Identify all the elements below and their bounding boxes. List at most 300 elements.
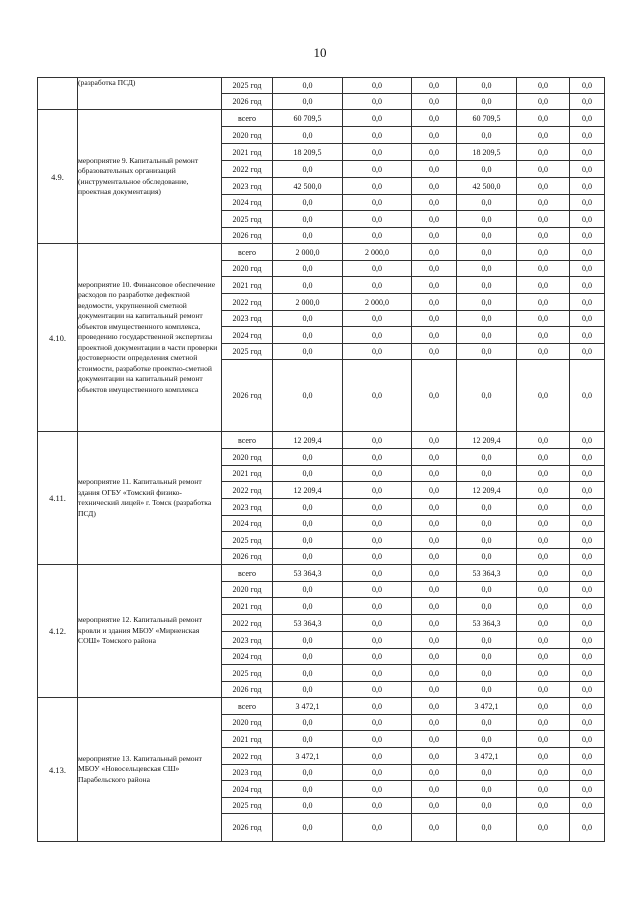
value-cell: 0,0 — [457, 731, 517, 748]
value-cell: 0,0 — [570, 814, 605, 842]
year-cell: 2024 год — [222, 516, 273, 532]
value-cell: 0,0 — [570, 244, 605, 261]
value-cell: 0,0 — [570, 360, 605, 432]
value-cell: 0,0 — [273, 211, 343, 228]
year-cell: 2025 год — [222, 78, 273, 94]
value-cell: 0,0 — [273, 682, 343, 698]
value-cell: 0,0 — [273, 311, 343, 327]
value-cell: 0,0 — [457, 549, 517, 565]
value-cell: 0,0 — [517, 499, 570, 516]
year-cell: всего — [222, 244, 273, 261]
value-cell: 0,0 — [517, 449, 570, 466]
value-cell: 0,0 — [457, 582, 517, 598]
year-cell: 2021 год — [222, 144, 273, 161]
year-cell: 2026 год — [222, 228, 273, 244]
value-cell: 0,0 — [412, 327, 457, 344]
value-cell: 0,0 — [273, 449, 343, 466]
year-cell: 2023 год — [222, 311, 273, 327]
value-cell: 0,0 — [517, 781, 570, 798]
year-cell: 2021 год — [222, 598, 273, 615]
year-cell: 2026 год — [222, 682, 273, 698]
table-row — [38, 110, 605, 127]
value-cell: 0,0 — [457, 94, 517, 110]
value-cell: 0,0 — [457, 466, 517, 482]
value-cell: 0,0 — [517, 195, 570, 211]
value-cell: 2 000,0 — [273, 244, 343, 261]
value-cell: 3 472,1 — [273, 748, 343, 765]
table-row — [38, 698, 605, 715]
value-cell: 0,0 — [343, 582, 412, 598]
value-cell: 0,0 — [343, 532, 412, 549]
value-cell: 0,0 — [457, 294, 517, 311]
year-cell: 2021 год — [222, 466, 273, 482]
value-cell: 0,0 — [517, 360, 570, 432]
value-cell: 0,0 — [343, 466, 412, 482]
year-cell: 2025 год — [222, 665, 273, 682]
value-cell: 0,0 — [517, 211, 570, 228]
value-cell: 0,0 — [457, 765, 517, 781]
item-description: мероприятие 9. Капитальный ремонт образовательных организаций (инструментальное обследование, проектная документация) — [78, 110, 222, 244]
value-cell: 0,0 — [412, 765, 457, 781]
value-cell: 0,0 — [343, 549, 412, 565]
value-cell: 0,0 — [273, 765, 343, 781]
value-cell: 0,0 — [517, 178, 570, 195]
item-number: 4.13. — [38, 698, 78, 842]
value-cell: 0,0 — [570, 161, 605, 178]
value-cell: 0,0 — [517, 565, 570, 582]
value-cell: 0,0 — [273, 78, 343, 94]
value-cell: 0,0 — [457, 516, 517, 532]
value-cell: 0,0 — [273, 715, 343, 731]
value-cell: 12 209,4 — [273, 482, 343, 499]
value-cell: 0,0 — [570, 94, 605, 110]
value-cell: 0,0 — [343, 565, 412, 582]
year-cell: всего — [222, 110, 273, 127]
value-cell: 0,0 — [570, 127, 605, 144]
value-cell: 0,0 — [517, 748, 570, 765]
value-cell: 0,0 — [412, 715, 457, 731]
value-cell: 0,0 — [273, 195, 343, 211]
value-cell: 0,0 — [517, 516, 570, 532]
item-description: мероприятие 11. Капитальный ремонт здания ОГБУ «Томский физико-технический лицей» г. Томск (разработка ПСД) — [78, 432, 222, 565]
year-cell: 2023 год — [222, 632, 273, 649]
value-cell: 0,0 — [457, 277, 517, 294]
item-description: (разработка ПСД) — [78, 78, 222, 110]
value-cell: 0,0 — [412, 261, 457, 277]
item-description: мероприятие 10. Финансовое обеспечение расходов по разработке дефектной ведомости, укрупненной сметной документации на капитальный ремонт объектов имущественного комплекса, проведению государственной экспертизы проектной документации в части проверки достоверности определения сметной стоимости, разработке проектно-сметной документации на капитальный ремонт объектов имущественного комплекса — [78, 244, 222, 432]
value-cell: 0,0 — [457, 665, 517, 682]
value-cell: 0,0 — [570, 598, 605, 615]
value-cell: 0,0 — [412, 814, 457, 842]
value-cell: 0,0 — [517, 482, 570, 499]
value-cell: 0,0 — [412, 178, 457, 195]
year-cell: 2024 год — [222, 781, 273, 798]
value-cell: 0,0 — [517, 765, 570, 781]
value-cell: 18 209,5 — [273, 144, 343, 161]
value-cell: 0,0 — [412, 748, 457, 765]
value-cell: 0,0 — [273, 277, 343, 294]
value-cell: 0,0 — [343, 327, 412, 344]
value-cell: 0,0 — [273, 632, 343, 649]
value-cell: 0,0 — [517, 311, 570, 327]
item-description: мероприятие 13. Капитальный ремонт МБОУ «Новосельцевская СШ» Парабельского района — [78, 698, 222, 842]
value-cell: 0,0 — [517, 161, 570, 178]
year-cell: 2022 год — [222, 294, 273, 311]
value-cell: 0,0 — [412, 649, 457, 665]
value-cell: 0,0 — [343, 781, 412, 798]
value-cell: 0,0 — [412, 632, 457, 649]
value-cell: 60 709,5 — [457, 110, 517, 127]
value-cell: 0,0 — [457, 360, 517, 432]
value-cell: 53 364,3 — [457, 615, 517, 632]
value-cell: 0,0 — [517, 78, 570, 94]
year-cell: 2020 год — [222, 582, 273, 598]
value-cell: 0,0 — [570, 682, 605, 698]
year-cell: 2020 год — [222, 715, 273, 731]
value-cell: 0,0 — [273, 228, 343, 244]
value-cell: 0,0 — [517, 327, 570, 344]
value-cell: 0,0 — [273, 731, 343, 748]
table-row — [38, 244, 605, 261]
item-description: мероприятие 12. Капитальный ремонт кровли и здания МБОУ «Мирненская СОШ» Томского района — [78, 565, 222, 698]
value-cell: 0,0 — [273, 665, 343, 682]
value-cell: 0,0 — [343, 632, 412, 649]
value-cell: 0,0 — [457, 798, 517, 814]
value-cell: 0,0 — [273, 161, 343, 178]
value-cell: 0,0 — [273, 516, 343, 532]
value-cell: 0,0 — [570, 649, 605, 665]
value-cell: 0,0 — [457, 161, 517, 178]
value-cell: 0,0 — [412, 582, 457, 598]
value-cell: 42 500,0 — [273, 178, 343, 195]
value-cell: 0,0 — [570, 715, 605, 731]
year-cell: всего — [222, 698, 273, 715]
year-cell: всего — [222, 432, 273, 449]
value-cell: 0,0 — [412, 277, 457, 294]
value-cell: 0,0 — [570, 110, 605, 127]
value-cell: 0,0 — [412, 798, 457, 814]
value-cell: 0,0 — [343, 360, 412, 432]
value-cell: 0,0 — [273, 499, 343, 516]
value-cell: 0,0 — [517, 228, 570, 244]
value-cell: 0,0 — [570, 499, 605, 516]
value-cell: 0,0 — [570, 78, 605, 94]
value-cell: 0,0 — [273, 649, 343, 665]
value-cell: 0,0 — [457, 814, 517, 842]
value-cell: 0,0 — [273, 781, 343, 798]
value-cell: 0,0 — [412, 110, 457, 127]
value-cell: 0,0 — [412, 466, 457, 482]
year-cell: 2024 год — [222, 649, 273, 665]
value-cell: 0,0 — [412, 682, 457, 698]
value-cell: 0,0 — [457, 344, 517, 360]
value-cell: 0,0 — [570, 211, 605, 228]
value-cell: 0,0 — [412, 211, 457, 228]
value-cell: 0,0 — [517, 144, 570, 161]
value-cell: 0,0 — [457, 127, 517, 144]
value-cell: 0,0 — [517, 698, 570, 715]
value-cell: 0,0 — [570, 228, 605, 244]
value-cell: 0,0 — [412, 449, 457, 466]
value-cell: 0,0 — [412, 294, 457, 311]
year-cell: 2020 год — [222, 261, 273, 277]
value-cell: 0,0 — [517, 110, 570, 127]
value-cell: 0,0 — [343, 482, 412, 499]
year-cell: 2023 год — [222, 499, 273, 516]
value-cell: 0,0 — [412, 432, 457, 449]
value-cell: 0,0 — [570, 277, 605, 294]
value-cell: 0,0 — [412, 144, 457, 161]
value-cell: 0,0 — [343, 598, 412, 615]
value-cell: 0,0 — [457, 449, 517, 466]
value-cell: 0,0 — [273, 127, 343, 144]
value-cell: 0,0 — [457, 499, 517, 516]
year-cell: 2025 год — [222, 211, 273, 228]
value-cell: 12 209,4 — [457, 432, 517, 449]
value-cell: 53 364,3 — [457, 565, 517, 582]
value-cell: 0,0 — [517, 244, 570, 261]
table-row — [38, 432, 605, 449]
value-cell: 0,0 — [570, 798, 605, 814]
value-cell: 0,0 — [457, 327, 517, 344]
value-cell: 0,0 — [517, 731, 570, 748]
value-cell: 0,0 — [273, 344, 343, 360]
year-cell: 2023 год — [222, 178, 273, 195]
value-cell: 0,0 — [457, 311, 517, 327]
value-cell: 53 364,3 — [273, 565, 343, 582]
value-cell: 0,0 — [343, 110, 412, 127]
year-cell: всего — [222, 565, 273, 582]
value-cell: 0,0 — [343, 682, 412, 698]
value-cell: 0,0 — [457, 228, 517, 244]
value-cell: 0,0 — [412, 615, 457, 632]
year-cell: 2026 год — [222, 360, 273, 432]
value-cell: 0,0 — [343, 731, 412, 748]
table-body — [38, 78, 605, 842]
value-cell: 0,0 — [457, 682, 517, 698]
year-cell: 2024 год — [222, 195, 273, 211]
value-cell: 0,0 — [457, 244, 517, 261]
value-cell: 0,0 — [343, 261, 412, 277]
value-cell: 0,0 — [457, 532, 517, 549]
value-cell: 0,0 — [273, 360, 343, 432]
value-cell: 0,0 — [570, 144, 605, 161]
value-cell: 0,0 — [412, 228, 457, 244]
value-cell: 0,0 — [517, 798, 570, 814]
value-cell: 0,0 — [343, 178, 412, 195]
item-number — [38, 78, 78, 110]
value-cell: 0,0 — [273, 598, 343, 615]
year-cell: 2021 год — [222, 731, 273, 748]
value-cell: 0,0 — [412, 698, 457, 715]
value-cell: 0,0 — [273, 798, 343, 814]
value-cell: 0,0 — [343, 649, 412, 665]
value-cell: 0,0 — [570, 532, 605, 549]
value-cell: 0,0 — [343, 432, 412, 449]
item-number: 4.12. — [38, 565, 78, 698]
value-cell: 0,0 — [457, 78, 517, 94]
value-cell: 0,0 — [343, 127, 412, 144]
value-cell: 0,0 — [412, 499, 457, 516]
value-cell: 0,0 — [412, 195, 457, 211]
value-cell: 0,0 — [273, 532, 343, 549]
value-cell: 0,0 — [412, 549, 457, 565]
budget-table — [37, 77, 605, 842]
value-cell: 0,0 — [570, 549, 605, 565]
value-cell: 0,0 — [570, 765, 605, 781]
table-row — [38, 78, 605, 94]
value-cell: 0,0 — [457, 632, 517, 649]
value-cell: 0,0 — [412, 161, 457, 178]
year-cell: 2024 год — [222, 327, 273, 344]
value-cell: 0,0 — [517, 277, 570, 294]
value-cell: 0,0 — [457, 261, 517, 277]
value-cell: 0,0 — [570, 311, 605, 327]
item-number: 4.10. — [38, 244, 78, 432]
value-cell: 0,0 — [517, 549, 570, 565]
value-cell: 60 709,5 — [273, 110, 343, 127]
value-cell: 53 364,3 — [273, 615, 343, 632]
value-cell: 0,0 — [343, 144, 412, 161]
value-cell: 0,0 — [343, 311, 412, 327]
value-cell: 0,0 — [570, 432, 605, 449]
value-cell: 3 472,1 — [457, 748, 517, 765]
value-cell: 0,0 — [273, 327, 343, 344]
value-cell: 0,0 — [570, 195, 605, 211]
value-cell: 0,0 — [517, 432, 570, 449]
value-cell: 0,0 — [517, 632, 570, 649]
value-cell: 0,0 — [343, 615, 412, 632]
value-cell: 0,0 — [570, 748, 605, 765]
year-cell: 2026 год — [222, 94, 273, 110]
value-cell: 0,0 — [412, 598, 457, 615]
value-cell: 0,0 — [412, 565, 457, 582]
value-cell: 12 209,4 — [457, 482, 517, 499]
value-cell: 0,0 — [343, 516, 412, 532]
value-cell: 0,0 — [343, 748, 412, 765]
value-cell: 18 209,5 — [457, 144, 517, 161]
value-cell: 0,0 — [457, 211, 517, 228]
value-cell: 3 472,1 — [457, 698, 517, 715]
value-cell: 0,0 — [412, 665, 457, 682]
value-cell: 2 000,0 — [273, 294, 343, 311]
value-cell: 0,0 — [412, 532, 457, 549]
value-cell: 0,0 — [570, 344, 605, 360]
value-cell: 0,0 — [517, 715, 570, 731]
year-cell: 2022 год — [222, 482, 273, 499]
value-cell: 0,0 — [343, 161, 412, 178]
value-cell: 0,0 — [570, 615, 605, 632]
value-cell: 0,0 — [570, 731, 605, 748]
value-cell: 0,0 — [570, 482, 605, 499]
value-cell: 0,0 — [457, 598, 517, 615]
value-cell: 0,0 — [517, 94, 570, 110]
year-cell: 2022 год — [222, 748, 273, 765]
year-cell: 2025 год — [222, 798, 273, 814]
value-cell: 0,0 — [273, 549, 343, 565]
value-cell: 0,0 — [273, 466, 343, 482]
value-cell: 0,0 — [570, 327, 605, 344]
value-cell: 0,0 — [517, 532, 570, 549]
value-cell: 0,0 — [343, 344, 412, 360]
year-cell: 2022 год — [222, 615, 273, 632]
value-cell: 0,0 — [457, 649, 517, 665]
value-cell: 0,0 — [517, 682, 570, 698]
value-cell: 0,0 — [570, 449, 605, 466]
year-cell: 2025 год — [222, 532, 273, 549]
value-cell: 42 500,0 — [457, 178, 517, 195]
year-cell: 2026 год — [222, 549, 273, 565]
value-cell: 0,0 — [517, 466, 570, 482]
value-cell: 0,0 — [457, 195, 517, 211]
value-cell: 0,0 — [412, 731, 457, 748]
value-cell: 0,0 — [412, 244, 457, 261]
value-cell: 3 472,1 — [273, 698, 343, 715]
value-cell: 0,0 — [343, 78, 412, 94]
value-cell: 0,0 — [570, 261, 605, 277]
year-cell: 2020 год — [222, 449, 273, 466]
year-cell: 2022 год — [222, 161, 273, 178]
value-cell: 0,0 — [412, 311, 457, 327]
value-cell: 0,0 — [343, 211, 412, 228]
value-cell: 0,0 — [457, 715, 517, 731]
year-cell: 2023 год — [222, 765, 273, 781]
year-cell: 2020 год — [222, 127, 273, 144]
value-cell: 0,0 — [273, 94, 343, 110]
value-cell: 0,0 — [343, 499, 412, 516]
value-cell: 0,0 — [273, 582, 343, 598]
value-cell: 0,0 — [570, 698, 605, 715]
value-cell: 0,0 — [343, 765, 412, 781]
item-number: 4.9. — [38, 110, 78, 244]
value-cell: 0,0 — [412, 78, 457, 94]
value-cell: 0,0 — [517, 665, 570, 682]
value-cell: 0,0 — [570, 466, 605, 482]
year-cell: 2021 год — [222, 277, 273, 294]
page-number: 10 — [313, 45, 327, 60]
value-cell: 0,0 — [412, 482, 457, 499]
value-cell: 0,0 — [273, 814, 343, 842]
value-cell: 0,0 — [273, 261, 343, 277]
value-cell: 0,0 — [570, 294, 605, 311]
value-cell: 0,0 — [457, 781, 517, 798]
value-cell: 0,0 — [570, 632, 605, 649]
value-cell: 2 000,0 — [343, 294, 412, 311]
value-cell: 0,0 — [343, 449, 412, 466]
value-cell: 0,0 — [412, 781, 457, 798]
value-cell: 0,0 — [570, 781, 605, 798]
value-cell: 0,0 — [343, 228, 412, 244]
value-cell: 0,0 — [570, 582, 605, 598]
year-cell: 2025 год — [222, 344, 273, 360]
value-cell: 0,0 — [517, 127, 570, 144]
value-cell: 0,0 — [517, 261, 570, 277]
value-cell: 0,0 — [517, 344, 570, 360]
table-row — [38, 565, 605, 582]
value-cell: 0,0 — [517, 294, 570, 311]
value-cell: 12 209,4 — [273, 432, 343, 449]
value-cell: 0,0 — [517, 649, 570, 665]
value-cell: 0,0 — [570, 516, 605, 532]
value-cell: 0,0 — [570, 565, 605, 582]
year-cell: 2026 год — [222, 814, 273, 842]
value-cell: 0,0 — [412, 360, 457, 432]
value-cell: 0,0 — [343, 698, 412, 715]
value-cell: 0,0 — [517, 615, 570, 632]
value-cell: 0,0 — [343, 94, 412, 110]
value-cell: 0,0 — [343, 665, 412, 682]
item-number: 4.11. — [38, 432, 78, 565]
